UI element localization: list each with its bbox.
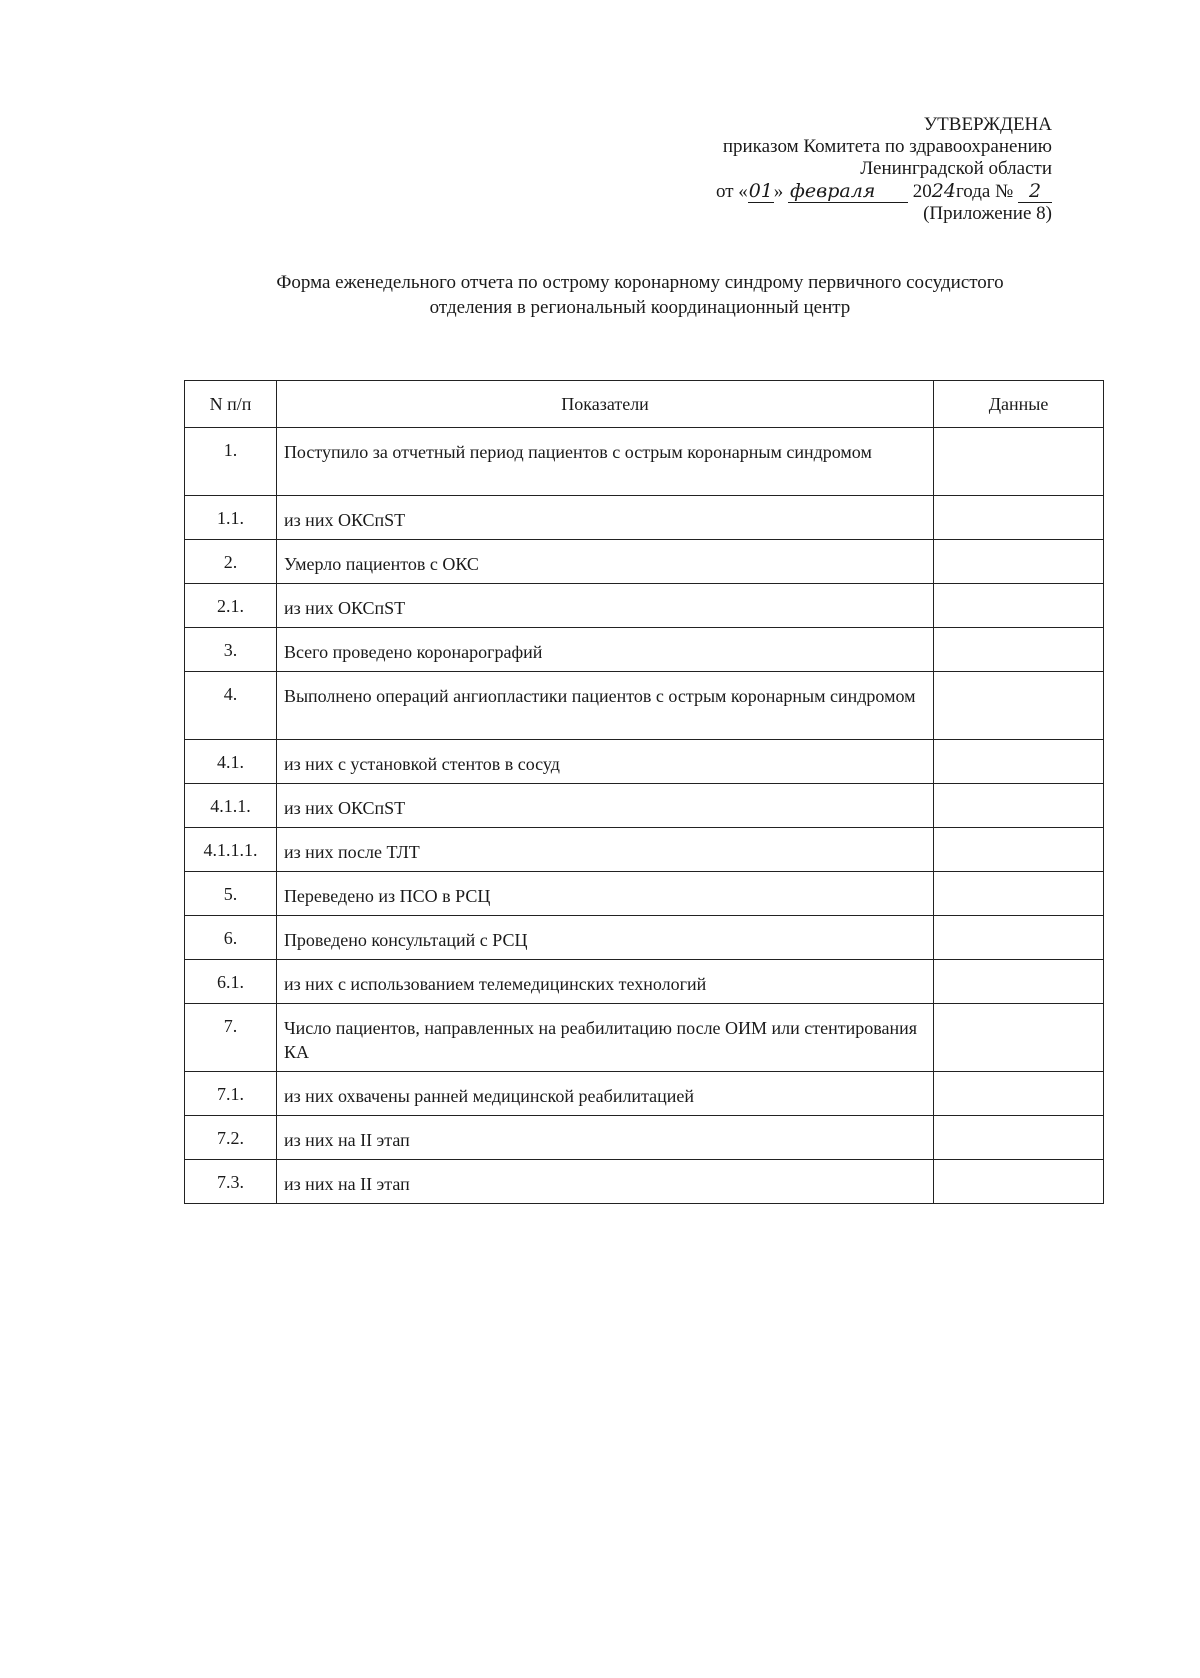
row-indicator: из них ОКСпST <box>276 584 933 628</box>
table-row <box>185 428 1104 496</box>
row-indicator: Умерло пациентов с ОКС <box>276 540 933 584</box>
row-value[interactable] <box>934 1116 1104 1160</box>
order-number-handwritten: 2 <box>1018 180 1052 203</box>
date-day-handwritten: 01 <box>748 180 773 202</box>
row-num: 7.1. <box>185 1072 277 1116</box>
date-year-handwritten: 24 <box>931 180 956 202</box>
row-value[interactable] <box>934 672 1104 740</box>
row-value[interactable] <box>934 584 1104 628</box>
row-num: 3. <box>185 628 277 672</box>
row-indicator: из них с установкой стентов в сосуд <box>276 740 933 784</box>
approval-appendix: (Приложение 8) <box>923 203 1052 224</box>
row-value[interactable] <box>934 1160 1104 1204</box>
date-year-prefix: 20 <box>912 181 932 202</box>
header-indicator: Показатели <box>276 381 933 428</box>
date-prefix: от « <box>715 181 748 202</box>
row-value[interactable] <box>934 872 1104 916</box>
table-row <box>185 540 1104 584</box>
document-title-line-1: Форма еженедельного отчета по острому коронарному синдрому первичного сосудистого <box>276 272 1004 293</box>
row-indicator: из них с использованием телемедицинских технологий <box>276 960 933 1004</box>
approval-order-line: приказом Комитета по здравоохранению <box>722 136 1052 157</box>
table-row <box>185 828 1104 872</box>
table-row <box>185 1004 1104 1072</box>
table-row <box>185 740 1104 784</box>
table-row <box>185 672 1104 740</box>
row-indicator: Проведено консультаций с РСЦ <box>276 916 933 960</box>
row-indicator: Всего проведено коронарографий <box>276 628 933 672</box>
approval-region-line: Ленинградской области <box>860 158 1052 179</box>
row-num: 4.1.1.1. <box>185 828 277 872</box>
row-num: 7. <box>185 1004 277 1072</box>
row-num: 5. <box>185 872 277 916</box>
row-value[interactable] <box>934 496 1104 540</box>
row-num: 6. <box>185 916 277 960</box>
header-data: Данные <box>934 381 1104 428</box>
row-num: 2.1. <box>185 584 277 628</box>
row-num: 4.1. <box>185 740 277 784</box>
table-row <box>185 584 1104 628</box>
row-num: 2. <box>185 540 277 584</box>
row-indicator: Переведено из ПСО в РСЦ <box>276 872 933 916</box>
row-indicator: Поступило за отчетный период пациентов с острым коронарным синдромом <box>276 428 933 496</box>
date-month-handwritten: февраля <box>788 180 908 203</box>
table-row <box>185 1116 1104 1160</box>
row-value[interactable] <box>934 960 1104 1004</box>
table-row <box>185 872 1104 916</box>
table-row <box>185 784 1104 828</box>
row-num: 4.1.1. <box>185 784 277 828</box>
row-indicator: из них ОКСпST <box>276 496 933 540</box>
approval-date-line <box>716 180 1052 203</box>
table-header-row <box>185 381 1104 428</box>
row-indicator: из них ОКСпST <box>276 784 933 828</box>
row-value[interactable] <box>934 628 1104 672</box>
row-value[interactable] <box>934 540 1104 584</box>
approval-block <box>716 114 1052 225</box>
row-num: 4. <box>185 672 277 740</box>
row-num: 6.1. <box>185 960 277 1004</box>
row-indicator: из них на II этап <box>276 1116 933 1160</box>
date-year-after: года № <box>955 181 1014 202</box>
table-row <box>185 496 1104 540</box>
table-row <box>185 1160 1104 1204</box>
row-indicator: Число пациентов, направленных на реабилитацию после ОИМ или стентирования КА <box>276 1004 933 1072</box>
row-indicator: из них охвачены ранней медицинской реабилитацией <box>276 1072 933 1116</box>
table-row <box>185 916 1104 960</box>
row-value[interactable] <box>934 740 1104 784</box>
date-quote-close: » <box>773 181 784 202</box>
row-num: 1.1. <box>185 496 277 540</box>
row-value[interactable] <box>934 916 1104 960</box>
table-row <box>185 628 1104 672</box>
row-indicator: Выполнено операций ангиопластики пациентов с острым коронарным синдромом <box>276 672 933 740</box>
row-value[interactable] <box>934 784 1104 828</box>
row-indicator: из них на II этап <box>276 1160 933 1204</box>
row-num: 7.2. <box>185 1116 277 1160</box>
table-row <box>185 1072 1104 1116</box>
document-title <box>170 270 1110 320</box>
row-indicator: из них после ТЛТ <box>276 828 933 872</box>
approval-title: УТВЕРЖДЕНА <box>923 114 1052 135</box>
report-table <box>184 380 1104 1204</box>
row-value[interactable] <box>934 1072 1104 1116</box>
header-num: N п/п <box>185 381 277 428</box>
document-title-line-2: отделения в региональный координационный центр <box>429 297 851 318</box>
row-num: 7.3. <box>185 1160 277 1204</box>
row-num: 1. <box>185 428 277 496</box>
row-value[interactable] <box>934 1004 1104 1072</box>
row-value[interactable] <box>934 428 1104 496</box>
row-value[interactable] <box>934 828 1104 872</box>
table-row <box>185 960 1104 1004</box>
